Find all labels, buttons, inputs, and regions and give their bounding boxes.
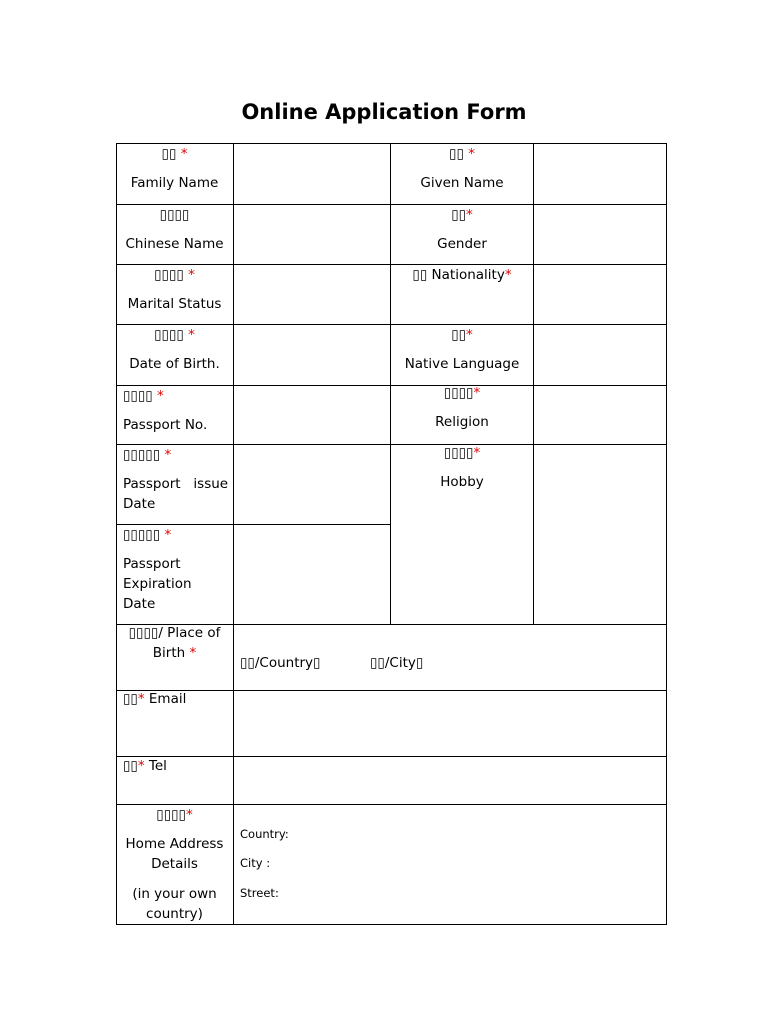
place-of-birth-country-field[interactable]: ▯▯/Country▯ (240, 655, 321, 671)
chinese-name-label: ▯▯▯▯ Chinese Name (125, 207, 224, 252)
hobby-input[interactable] (534, 445, 666, 624)
form-title: Online Application Form (241, 100, 527, 124)
email-label: ▯▯* Email (123, 691, 187, 707)
gender-label: ▯▯* Gender (437, 207, 487, 252)
address-street-field[interactable]: Street: (240, 886, 279, 900)
nationality-label: ▯▯ Nationality* (412, 267, 512, 283)
place-of-birth-city-field[interactable]: ▯▯/City▯ (370, 655, 424, 671)
passport-issue-date-label: ▯▯▯▯▯ * Passport issue Date (123, 447, 233, 512)
address-city-field[interactable]: City : (240, 856, 271, 870)
address-country-field[interactable]: Country: (240, 827, 289, 841)
application-form-table (116, 143, 666, 925)
passport-expiration-date-label: ▯▯▯▯▯ * Passport Expiration Date (123, 527, 192, 612)
tel-label: ▯▯* Tel (123, 758, 167, 774)
place-of-birth-label: ▯▯▯▯/ Place of Birth * (128, 625, 221, 661)
religion-input[interactable] (534, 386, 666, 444)
family-name-label: ▯▯ * Family Name (130, 146, 219, 191)
given-name-label: ▯▯ * Given Name (420, 146, 504, 191)
gender-input[interactable] (534, 205, 666, 264)
date-of-birth-label: ▯▯▯▯ * Date of Birth. (129, 327, 220, 372)
passport-expiration-date-input[interactable] (234, 525, 390, 624)
table-border-bottom (116, 924, 667, 925)
native-language-label: ▯▯* Native Language (404, 327, 520, 372)
religion-label: ▯▯▯▯* Religion (435, 385, 489, 430)
date-of-birth-input[interactable] (234, 325, 390, 385)
tel-input[interactable] (234, 757, 666, 804)
home-address-label: ▯▯▯▯* Home Address Details (in your own country) (125, 807, 224, 922)
email-input[interactable] (234, 691, 666, 756)
marital-status-label: ▯▯▯▯ * Marital Status (127, 267, 222, 312)
given-name-input[interactable] (534, 144, 666, 204)
nationality-input[interactable] (534, 265, 666, 324)
chinese-name-input[interactable] (234, 205, 390, 264)
family-name-input[interactable] (234, 144, 390, 204)
marital-status-input[interactable] (234, 265, 390, 324)
passport-no-label: ▯▯▯▯ * Passport No. (123, 388, 208, 433)
native-language-input[interactable] (534, 325, 666, 385)
passport-issue-date-input[interactable] (234, 445, 390, 524)
hobby-label: ▯▯▯▯* Hobby (440, 445, 484, 490)
table-border-right (666, 143, 667, 925)
passport-no-input[interactable] (234, 386, 390, 444)
